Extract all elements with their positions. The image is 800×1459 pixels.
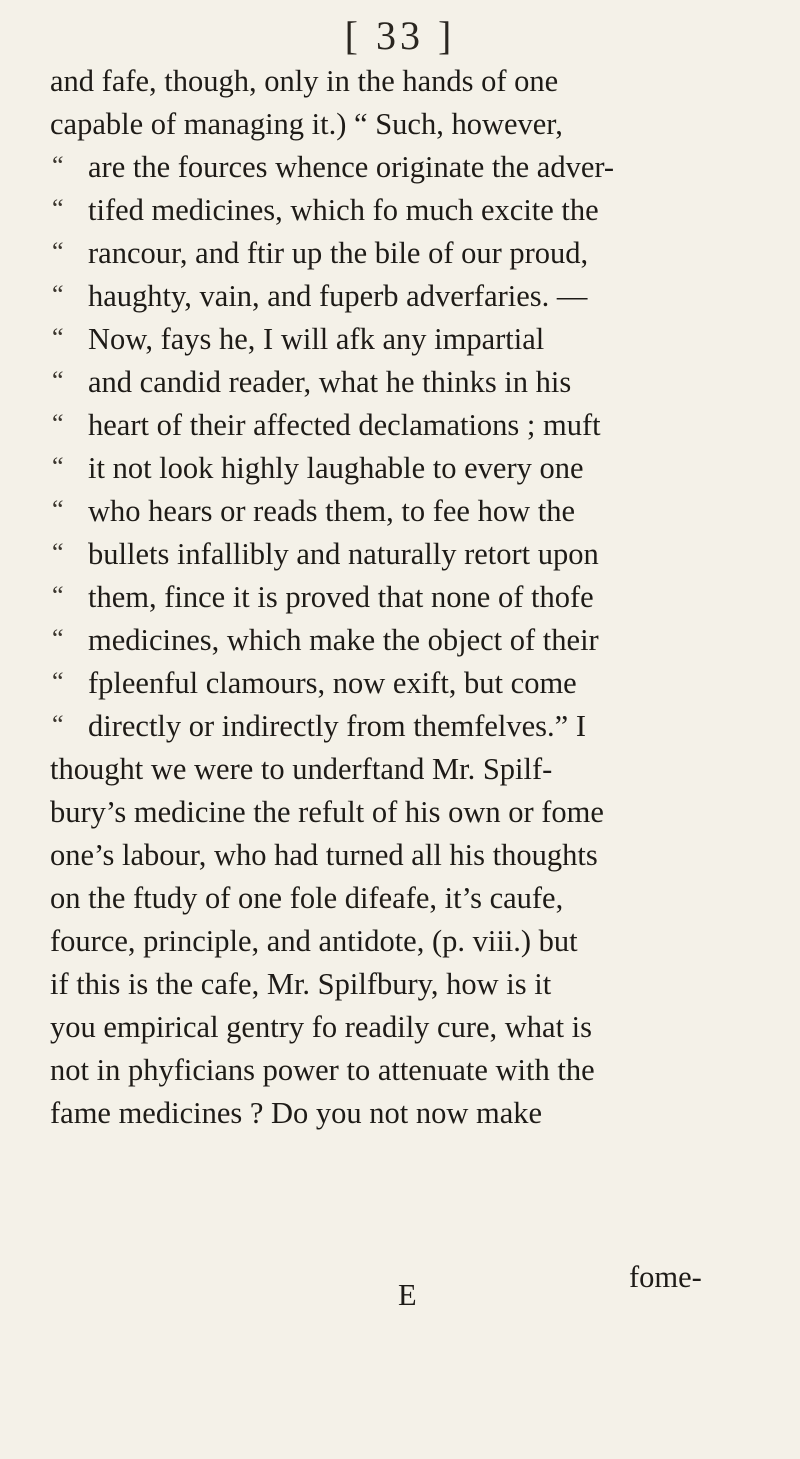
page-footer [0, 1260, 800, 1328]
text-line: “ it not look highly laughable to every one [50, 447, 770, 490]
text-line: and fafe, though, only in the hands of one [50, 64, 559, 98]
text-line: “ and candid reader, what he thinks in his [50, 361, 770, 404]
text-line: “ haughty, vain, and fuperb adverfaries. — [50, 275, 770, 318]
text-line: one’s labour, who had turned all his thoughts [50, 838, 598, 872]
text-line: “ fpleenful clamours, now exift, but come [50, 662, 770, 705]
text-line: thought we were to underftand Mr. Spilf- [50, 752, 553, 786]
text-line: “ are the fources whence originate the adver- [50, 146, 770, 189]
text-line: “ Now, fays he, I will afk any impartial [50, 318, 770, 361]
text-line: if this is the cafe, Mr. Spilfbury, how is it [50, 967, 552, 1001]
text-line: “ directly or indirectly from themfelves.” I [50, 705, 770, 748]
text-line: on the ftudy of one fole difeafe, it’s caufe, [50, 881, 564, 915]
text-line: “ who hears or reads them, to fee how the [50, 490, 770, 533]
text-line: “ rancour, and ftir up the bile of our proud, [50, 232, 770, 275]
text-line: “ medicines, which make the object of their [50, 619, 770, 662]
page-number-header: [ 33 ] [344, 13, 456, 58]
text-line: fame medicines ? Do you not now make [50, 1096, 543, 1130]
text-line: capable of managing it.) “ Such, however, [50, 107, 563, 141]
text-line: fource, principle, and antidote, (p. viii.) but [50, 924, 578, 958]
text-line: “ tifed medicines, which fo much excite the [50, 189, 770, 232]
body-text [50, 60, 770, 1135]
text-line: you empirical gentry fo readily cure, what is [50, 1010, 593, 1044]
text-line: bury’s medicine the refult of his own or fome [50, 795, 604, 829]
text-line: not in phyficians power to attenuate with the [50, 1053, 595, 1087]
text-line: “ heart of their affected declamations ; muft [50, 404, 770, 447]
text-line: “ bullets infallibly and naturally retort upon [50, 533, 770, 576]
signature-mark: E [398, 1278, 417, 1312]
catchword: fome- [629, 1260, 702, 1294]
text-line: “ them, fince it is proved that none of thofe [50, 576, 770, 619]
